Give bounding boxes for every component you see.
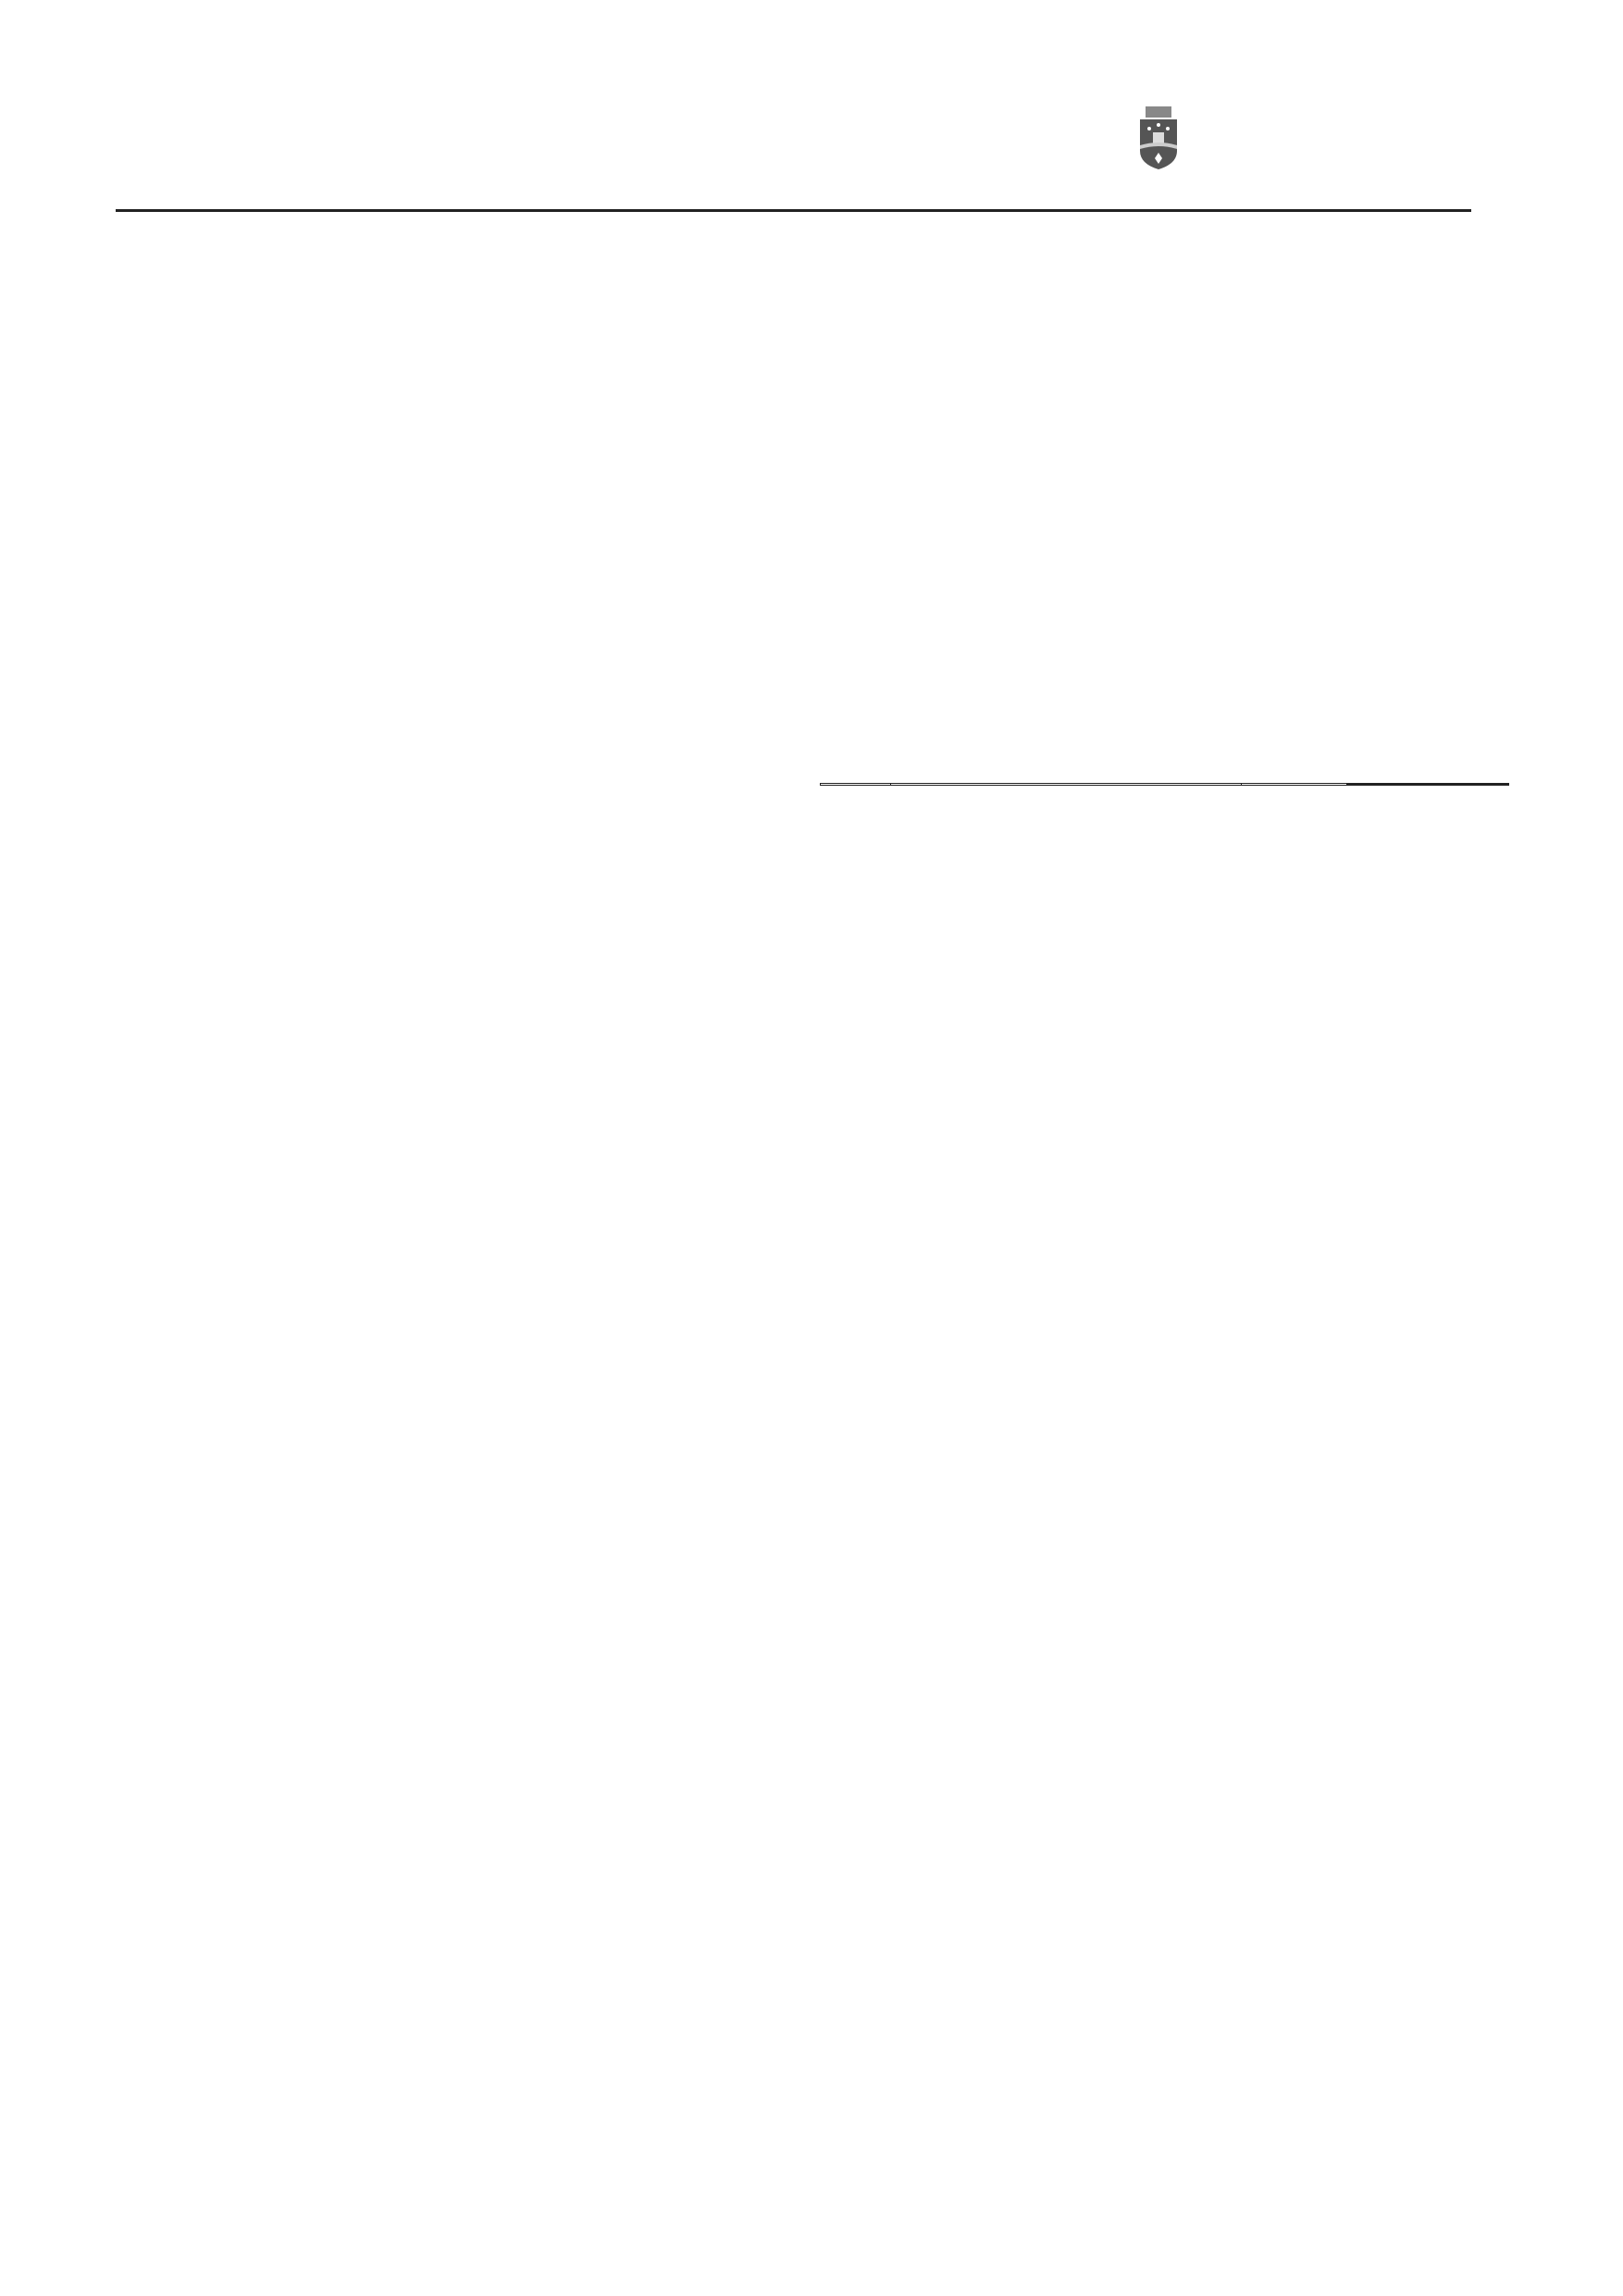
header-rule — [116, 209, 1471, 212]
col-header-approved — [1346, 785, 1428, 786]
col-header-num — [821, 784, 891, 786]
coat-of-arms-icon — [1136, 105, 1181, 171]
col-header-code — [1242, 784, 1347, 786]
col-header-name — [890, 784, 1241, 786]
deficit-sources-table — [820, 783, 1509, 786]
col-header-executed — [1428, 785, 1509, 786]
